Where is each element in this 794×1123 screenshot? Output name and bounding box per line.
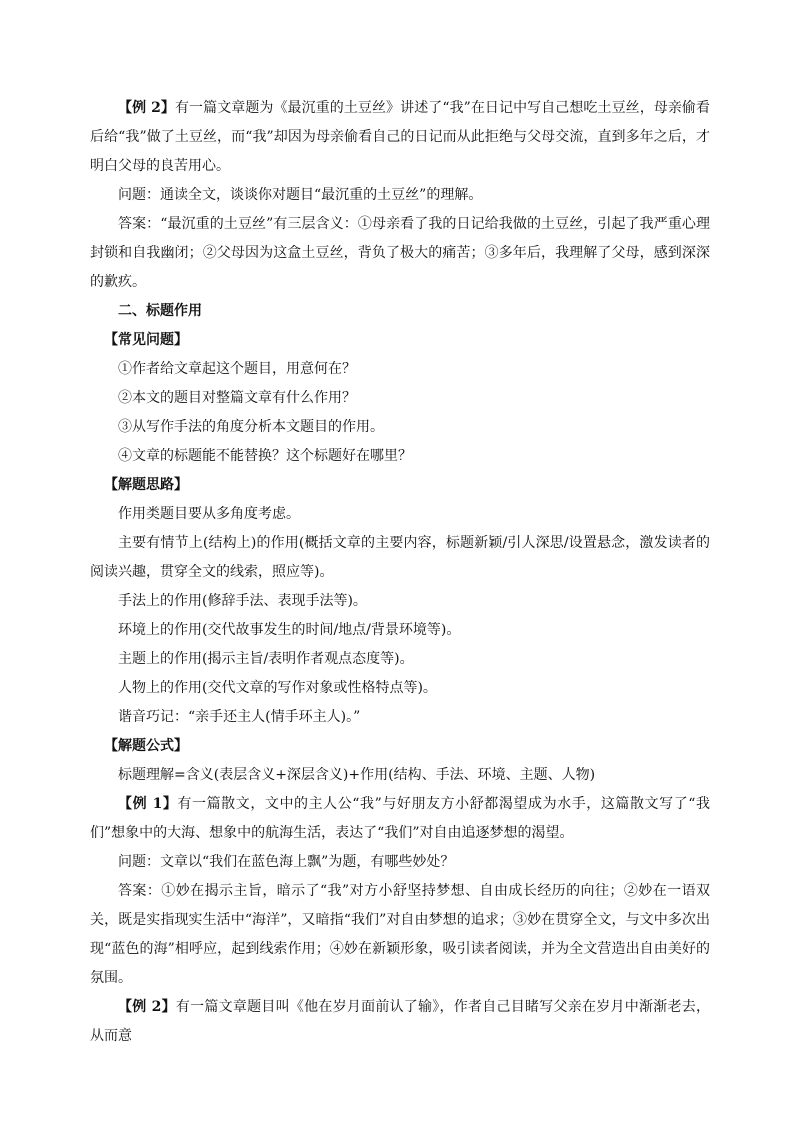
list-item: ②本文的题目对整篇文章有什么作用？ bbox=[118, 390, 356, 406]
question-text: 问题：文章以“我们在蓝色海上飘”为题，有哪些妙处？ bbox=[118, 854, 455, 870]
subheading: 【解题思路】 bbox=[104, 477, 188, 493]
answer-text: 答案：①妙在揭示主旨，暗示了“我”对方小舒坚持梦想、自由成长经历的向往；②妙在一语双关，既是实指现实生活中“海洋”，又暗指“我们”对自由梦想的追求；③妙在贯穿全文，与文中多次出现“蓝色的海”相呼应，起到线索作用；④妙在新颖形象，吸引读者阅读，并为全文营造出自由美好的氛围。 bbox=[90, 883, 710, 986]
paragraph: 主题上的作用(揭示主旨/表明作者观点态度等)。 bbox=[118, 651, 414, 667]
paragraph: 主要有情节上(结构上)的作用(概括文章的主要内容，标题新颖/引人深思/设置悬念，激发读者的阅读兴趣，贯穿全文的线索，照应等)。 bbox=[90, 535, 710, 580]
list-item: ③从写作手法的角度分析本文题目的作用。 bbox=[118, 419, 384, 435]
example-paragraph bbox=[90, 790, 710, 848]
answer-text: 答案：“最沉重的土豆丝”有三层含义：①母亲看了我的日记给我做的土豆丝，引起了我严重心理封锁和自我幽闭；②父母因为这盒土豆丝，背负了极大的痛苦；③多年后，我理解了父母，感到深深的歉疚。 bbox=[90, 216, 710, 290]
subheading: 【常见问题】 bbox=[104, 332, 188, 348]
paragraph-text: 有一篇文章题为《最沉重的土豆丝》讲述了“我”在日记中写自己想吃土豆丝，母亲偷看后给“我”做了土豆丝，而“我”却因为母亲偷看自己的日记而从此拒绝与父母交流，直到多年之后，才明白父母的良苦用心。 bbox=[90, 100, 711, 174]
subheading: 【解题公式】 bbox=[104, 738, 188, 754]
paragraph: 谐音巧记：“亲手还主人(情手环主人)。” bbox=[118, 709, 361, 725]
example-label: 【例 1】 bbox=[118, 796, 178, 812]
section-heading: 二、标题作用 bbox=[118, 303, 202, 319]
paragraph-text: 有一篇散文，文中的主人公“我”与好朋友方小舒都渴望成为水手，这篇散文写了“我们”想象中的大海、想象中的航海生活，表达了“我们”对自由追逐梦想的渴望。 bbox=[90, 796, 710, 841]
example-paragraph bbox=[90, 993, 710, 1051]
example-label: 【例 2】 bbox=[118, 100, 175, 116]
paragraph: 作用类题目要从多角度考虑。 bbox=[118, 506, 300, 522]
paragraph: 手法上的作用(修辞手法、表现手法等)。 bbox=[118, 593, 367, 609]
list-item: ④文章的标题能不能替换？这个标题好在哪里？ bbox=[118, 448, 412, 464]
question-text: 问题：通读全文，谈谈你对题目“最沉重的土豆丝”的理解。 bbox=[118, 187, 483, 203]
formula-text: 标题理解=含义(表层含义+深层含义)+作用(结构、手法、环境、主题、人物) bbox=[118, 767, 596, 783]
paragraph: 人物上的作用(交代文章的写作对象或性格特点等)。 bbox=[118, 680, 437, 696]
paragraph-text: 有一篇文章题目叫《他在岁月面前认了输》，作者自己目睹写父亲在岁月中渐渐老去，从而意 bbox=[90, 999, 710, 1044]
document-body bbox=[90, 94, 710, 1051]
paragraph: 环境上的作用(交代故事发生的时间/地点/背景环境等)。 bbox=[118, 622, 461, 638]
example-paragraph bbox=[90, 94, 710, 181]
example-label: 【例 2】 bbox=[118, 999, 176, 1015]
list-item: ①作者给文章起这个题目，用意何在？ bbox=[118, 361, 356, 377]
